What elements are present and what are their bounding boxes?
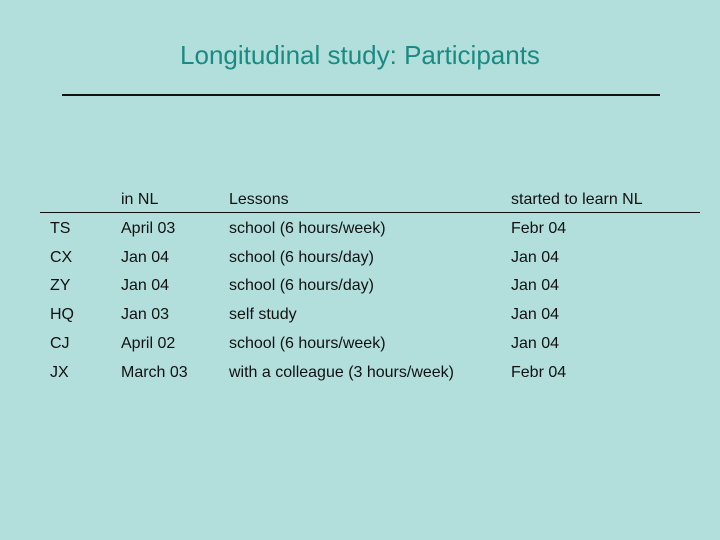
header-in-nl: in NL (121, 191, 159, 208)
cell-started: Jan 04 (511, 335, 560, 352)
cell-participant: TS (50, 220, 71, 237)
cell-participant: ZY (50, 277, 71, 294)
cell-started: Jan 04 (511, 277, 560, 294)
cell-in-nl: Jan 04 (121, 249, 170, 266)
cell-in-nl: Jan 04 (121, 277, 170, 294)
cell-lessons: school (6 hours/week) (229, 335, 386, 352)
cell-lessons: self study (229, 306, 297, 323)
cell-lessons: school (6 hours/day) (229, 249, 374, 266)
slide-title: Longitudinal study: Participants (180, 40, 540, 70)
cell-lessons: with a colleague (3 hours/week) (229, 364, 455, 381)
title-divider (62, 94, 660, 96)
cell-in-nl: Jan 03 (121, 306, 170, 323)
cell-participant: CX (50, 249, 73, 266)
cell-lessons: school (6 hours/week) (229, 220, 386, 237)
cell-participant: HQ (50, 306, 74, 323)
cell-started: Jan 04 (511, 306, 560, 323)
header-lessons: Lessons (229, 191, 289, 208)
cell-started: Febr 04 (511, 364, 567, 381)
cell-lessons: school (6 hours/day) (229, 277, 374, 294)
cell-started: Jan 04 (511, 249, 560, 266)
header-divider (40, 212, 700, 213)
cell-in-nl: April 02 (121, 335, 176, 352)
header-started: started to learn NL (511, 191, 643, 208)
cell-in-nl: April 03 (121, 220, 176, 237)
cell-started: Febr 04 (511, 220, 567, 237)
cell-participant: CJ (50, 335, 70, 352)
cell-participant: JX (50, 364, 69, 381)
cell-in-nl: March 03 (121, 364, 188, 381)
